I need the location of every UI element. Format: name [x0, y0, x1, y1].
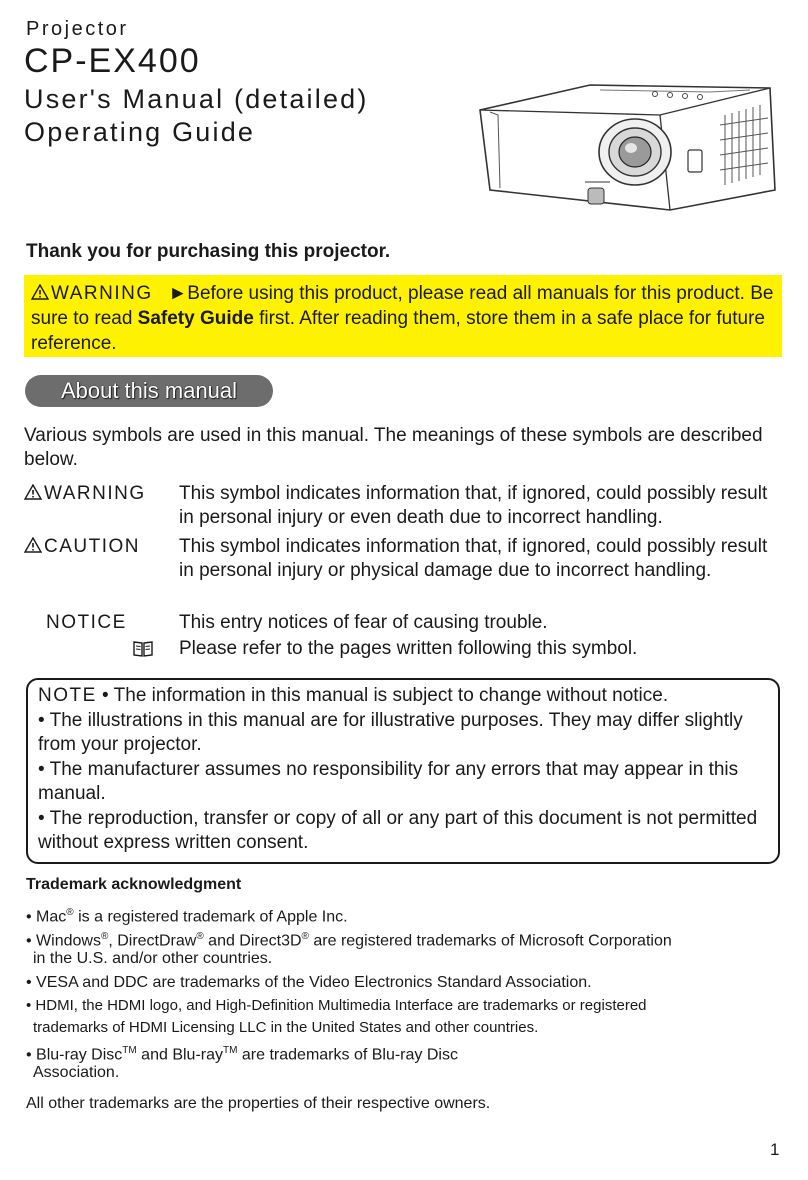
warning-box — [24, 275, 782, 357]
symbol-description: This symbol indicates information that, if ignored, could possibly result in personal injury or physical damage due to incorrect handling. — [179, 536, 768, 581]
note-item: • The reproduction, transfer or copy of all or any part of this document is not permitted without express written consent. — [38, 807, 758, 853]
note-label: NOTE — [38, 685, 97, 706]
warning-triangle-icon — [24, 484, 42, 500]
manual-subtitle: Operating Guide — [24, 117, 256, 147]
trademark-bluray: • Blu-ray Disc™ and Blu-ray™ are trademarks of Blu-ray Disc — [26, 1045, 458, 1064]
section-heading: About this manual — [25, 375, 273, 407]
page-number: 1 — [770, 1140, 780, 1159]
projector-illustration — [470, 70, 790, 228]
symbol-row-book — [24, 637, 784, 661]
trademark-other: All other trademarks are the properties of their respective owners. — [26, 1095, 491, 1112]
trademark-vesa: • VESA and DDC are trademarks of the Video Electronics Standard Association. — [26, 974, 592, 991]
symbol-row-caution — [24, 535, 784, 609]
symbol-row-notice — [24, 611, 784, 635]
trademark-hdmi-cont: trademarks of HDMI Licensing LLC in the United States and other countries. — [33, 1019, 539, 1036]
warning-triangle-icon — [31, 284, 49, 300]
caution-triangle-icon — [24, 537, 42, 553]
manual-title: User's Manual (detailed) — [24, 84, 369, 114]
warning-text-a: Before using this product, please read all manuals for this product. Be sure to read — [31, 283, 774, 329]
warning-text-b: first. After reading them, store them in a safe place for future reference. — [31, 308, 765, 354]
pointer-icon: ► — [168, 283, 188, 304]
trademark-mac: • Mac® is a registered trademark of Apple Inc. — [26, 907, 348, 926]
note-box — [26, 678, 780, 864]
note-item: • The manufacturer assumes no responsibility for any errors that may appear in this manual. — [38, 758, 739, 804]
model-name: CP-EX400 — [24, 42, 201, 80]
trademark-hdmi: • HDMI, the HDMI logo, and High-Definition Multimedia Interface are trademarks or registered — [26, 997, 647, 1014]
book-reference-icon — [132, 640, 154, 658]
document-category: Projector — [26, 18, 129, 40]
intro-text: Various symbols are used in this manual. The meanings of these symbols are described below. — [24, 425, 763, 470]
symbol-row-warning — [24, 482, 784, 532]
trademark-microsoft-cont: in the U.S. and/or other countries. — [33, 950, 273, 967]
note-item: NOTE • The information in this manual is subject to change without notice. — [38, 685, 669, 706]
trademark-bluray-cont: Association. — [33, 1064, 120, 1081]
note-item: • The illustrations in this manual are for illustrative purposes. They may differ slightly from your projector. — [38, 709, 743, 755]
trademark-heading: Trademark acknowledgment — [26, 876, 242, 893]
thanks-message: Thank you for purchasing this projector. — [26, 241, 391, 262]
symbol-label: WARNING — [44, 483, 146, 504]
symbol-description: This symbol indicates information that, if ignored, could possibly result in personal injury or even death due to incorrect handling. — [179, 483, 768, 528]
symbol-description: This entry notices of fear of causing trouble. — [179, 612, 548, 633]
symbol-label: CAUTION — [44, 536, 140, 557]
trademark-microsoft: • Windows®, DirectDraw® and Direct3D® are registered trademarks of Microsoft Corporation — [26, 931, 672, 950]
safety-guide-ref: Safety Guide — [137, 308, 254, 329]
symbol-description: Please refer to the pages written following this symbol. — [179, 638, 638, 659]
symbol-label: NOTICE — [46, 612, 127, 633]
warning-label: WARNING — [51, 283, 153, 304]
